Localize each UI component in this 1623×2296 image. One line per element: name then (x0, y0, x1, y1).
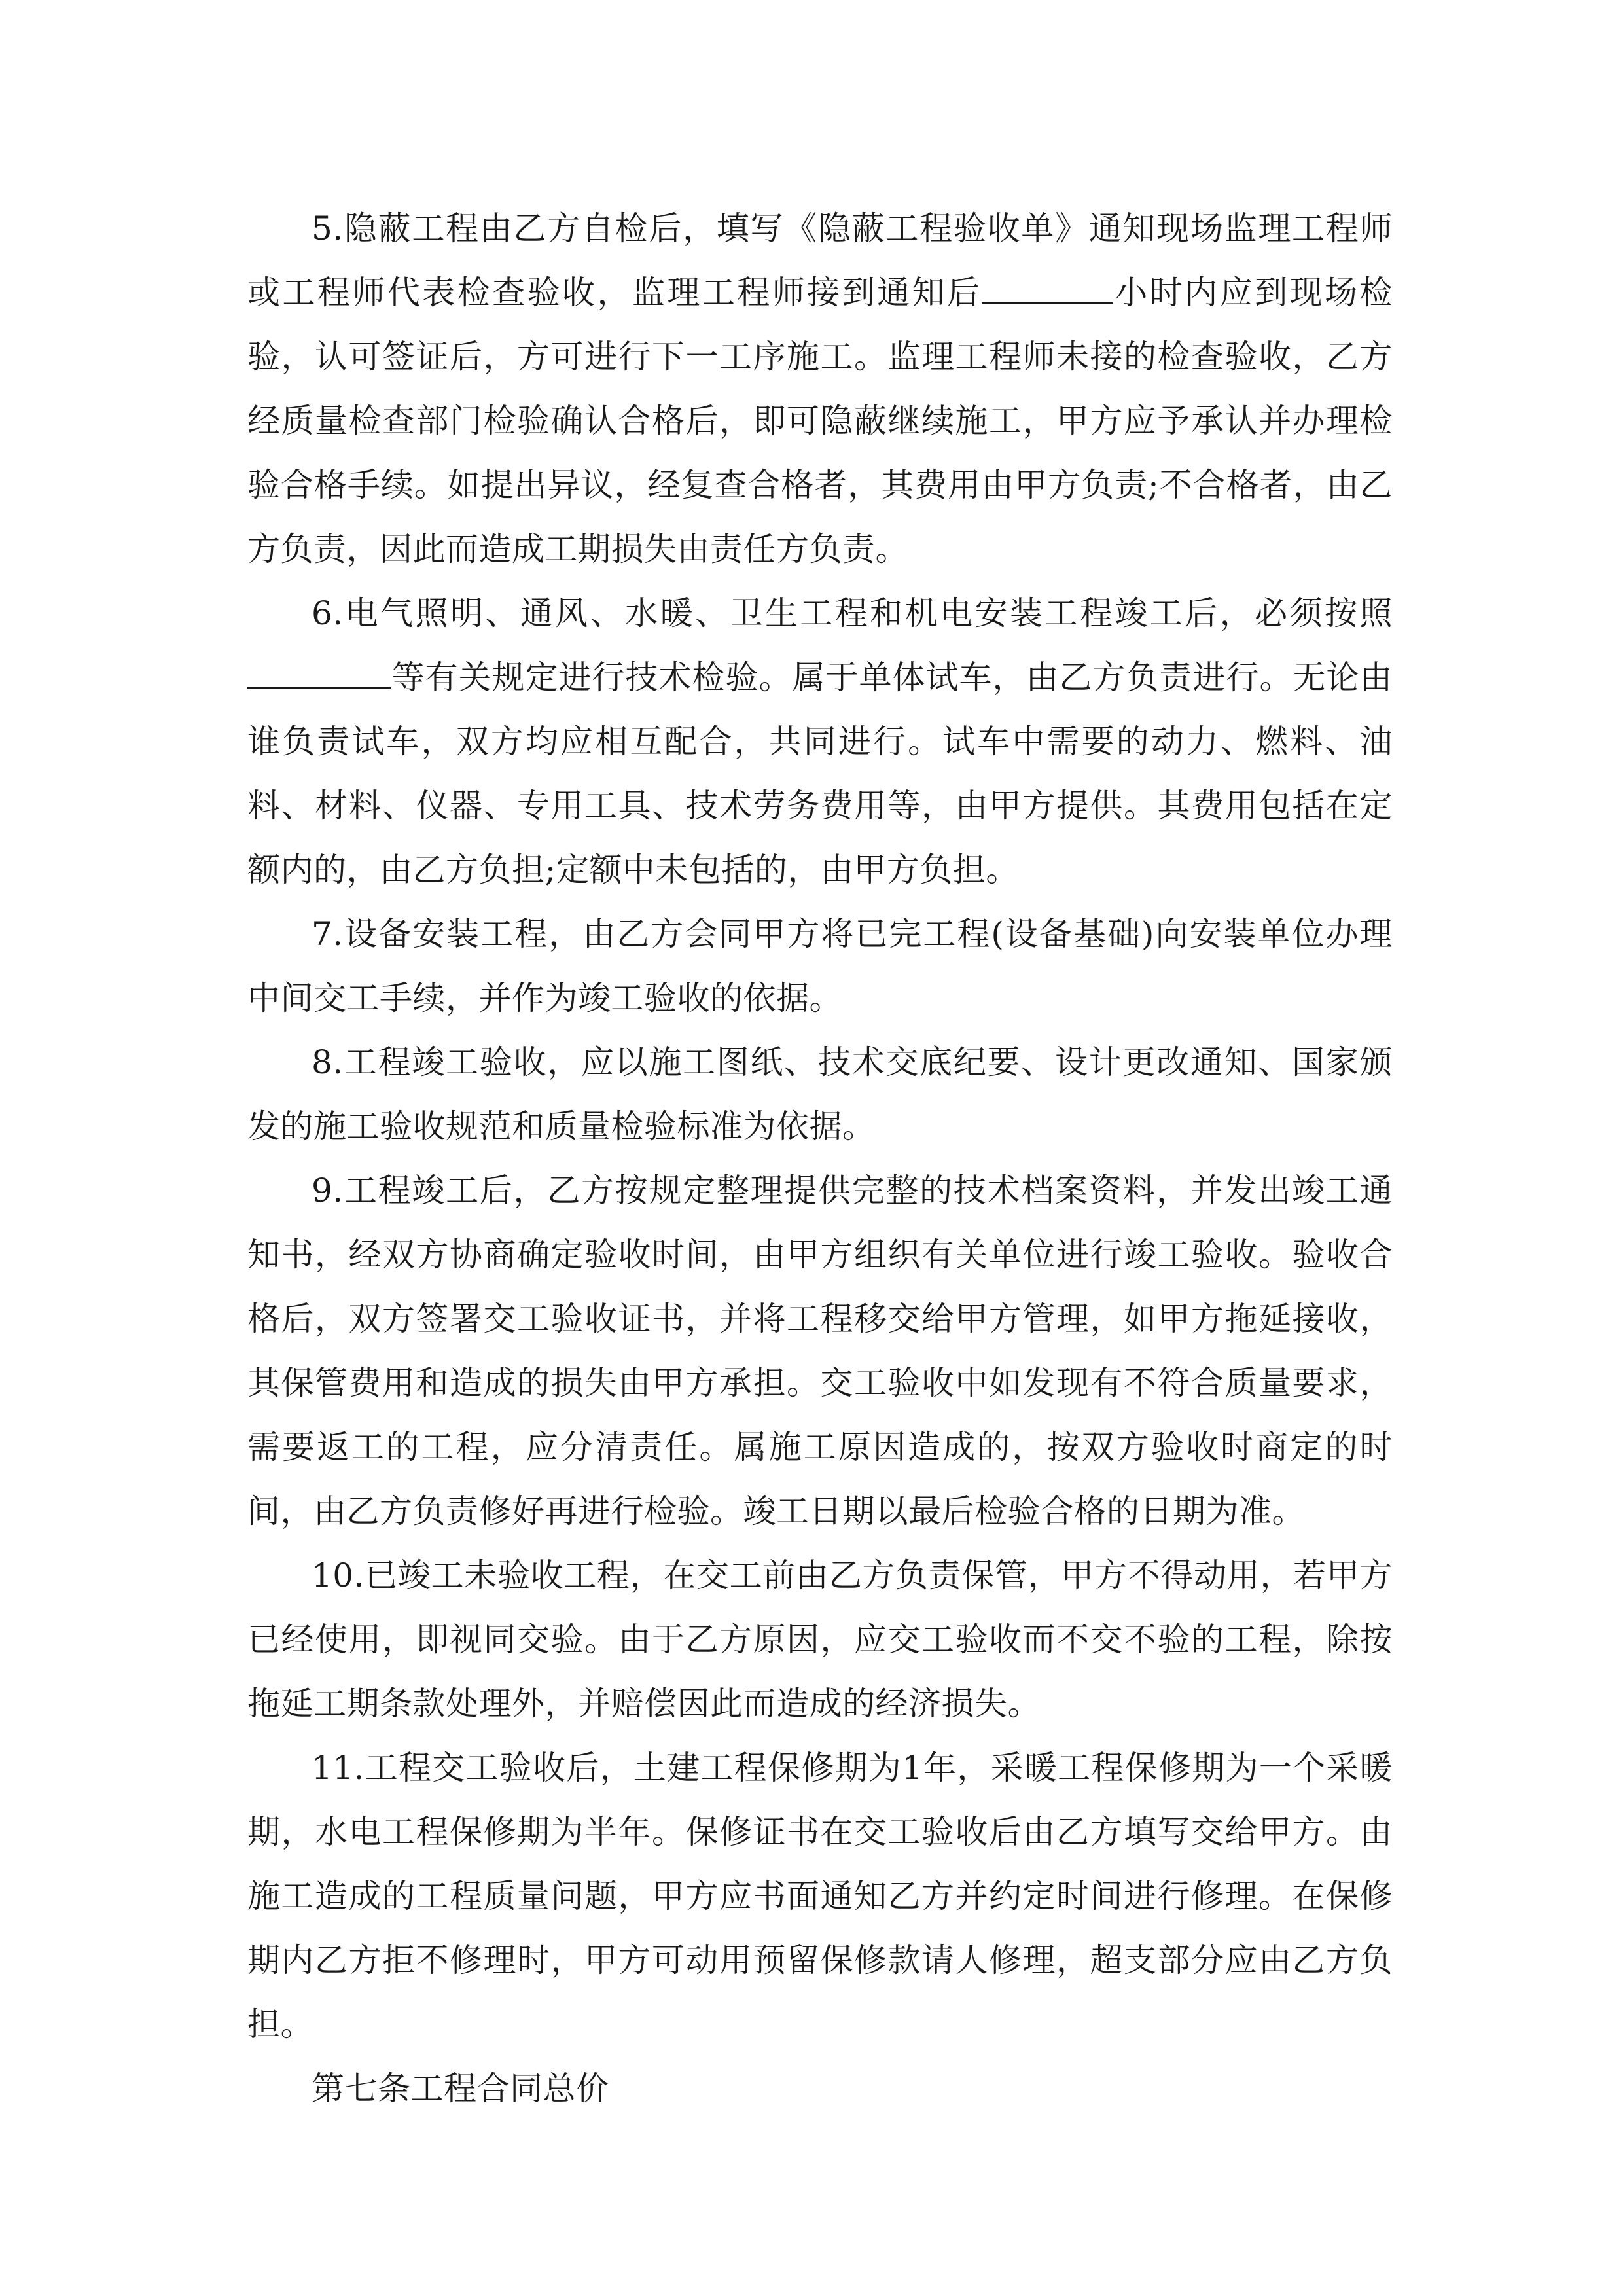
paragraph-11: 11.工程交工验收后，土建工程保修期为1年，采暖工程保修期为一个采暖期，水电工程保修期为半年。保修证书在交工验收后由乙方填写交给甲方。由施工造成的工程质量问题，甲方应书面通知乙方并约定时间进行修理。在保修期内乙方拒不修理时，甲方可动用预留保修款请人修理，超支部分应由乙方负担。 (247, 1749, 1393, 2043)
paragraph-6-text-a: 6.电气照明、通风、水暖、卫生工程和机电安装工程竣工后，必须按照 (312, 594, 1393, 632)
paragraph-8: 8.工程竣工验收，应以施工图纸、技术交底纪要、设计更改通知、国家颁发的施工验收规范和质量检验标准为依据。 (247, 1043, 1393, 1145)
paragraph-9: 9.工程竣工后，乙方按规定整理提供完整的技术档案资料，并发出竣工通知书，经双方协商确定验收时间，由甲方组织有关单位进行竣工验收。验收合格后，双方签署交工验收证书，并将工程移交给甲方管理，如甲方拖延接收，其保管费用和造成的损失由甲方承担。交工验收中如发现有不符合质量要求，需要返工的工程，应分清责任。属施工原因造成的，按双方验收时商定的时间，由乙方负责修好再进行检验。竣工日期以最后检验合格的日期为准。 (247, 1172, 1393, 1530)
section-heading-article-7: 第七条工程合同总价 (312, 2070, 609, 2108)
paragraph-5 (247, 196, 1393, 581)
paragraph-7: 7.设备安装工程，由乙方会同甲方将已完工程(设备基础)向安装单位办理中间交工手续，并作为竣工验收的依据。 (247, 915, 1393, 1017)
paragraph-6-text-b: 等有关规定进行技术检验。属于单体试车，由乙方负责进行。无论由谁负责试车，双方均应相互配合，共同进行。试车中需要的动力、燃料、油料、材料、仪器、专用工具、技术劳务费用等，由甲方提供。其费用包括在定额内的，由乙方负担;定额中未包括的，由甲方负担。 (247, 658, 1393, 889)
fill-in-blank-hours (982, 276, 1113, 304)
fill-in-blank-regulations (247, 661, 391, 689)
document-body (247, 196, 1393, 2121)
paragraph-10: 10.已竣工未验收工程，在交工前由乙方负责保管，甲方不得动用，若甲方已经使用，即视同交验。由于乙方原因，应交工验收而不交不验的工程，除按拖延工期条款处理外，并赔偿因此而造成的经济损失。 (247, 1556, 1393, 1723)
paragraph-6 (247, 581, 1393, 902)
paragraph-5-text-a: 5.隐蔽工程由乙方自检后，填写《隐蔽工程验收单》通知现场监理工程师或工程师代表检查验收，监理工程师接到通知后 (247, 209, 1393, 312)
paragraph-5-text-b: 小时内应到现场检验，认可签证后，方可进行下一工序施工。监理工程师未接的检查验收，乙方经质量检查部门检验确认合格后，即可隐蔽继续施工，甲方应予承认并办理检验合格手续。如提出异议，经复查合格者，其费用由甲方负责;不合格者，由乙方负责，因此而造成工期损失由责任方负责。 (247, 274, 1393, 568)
